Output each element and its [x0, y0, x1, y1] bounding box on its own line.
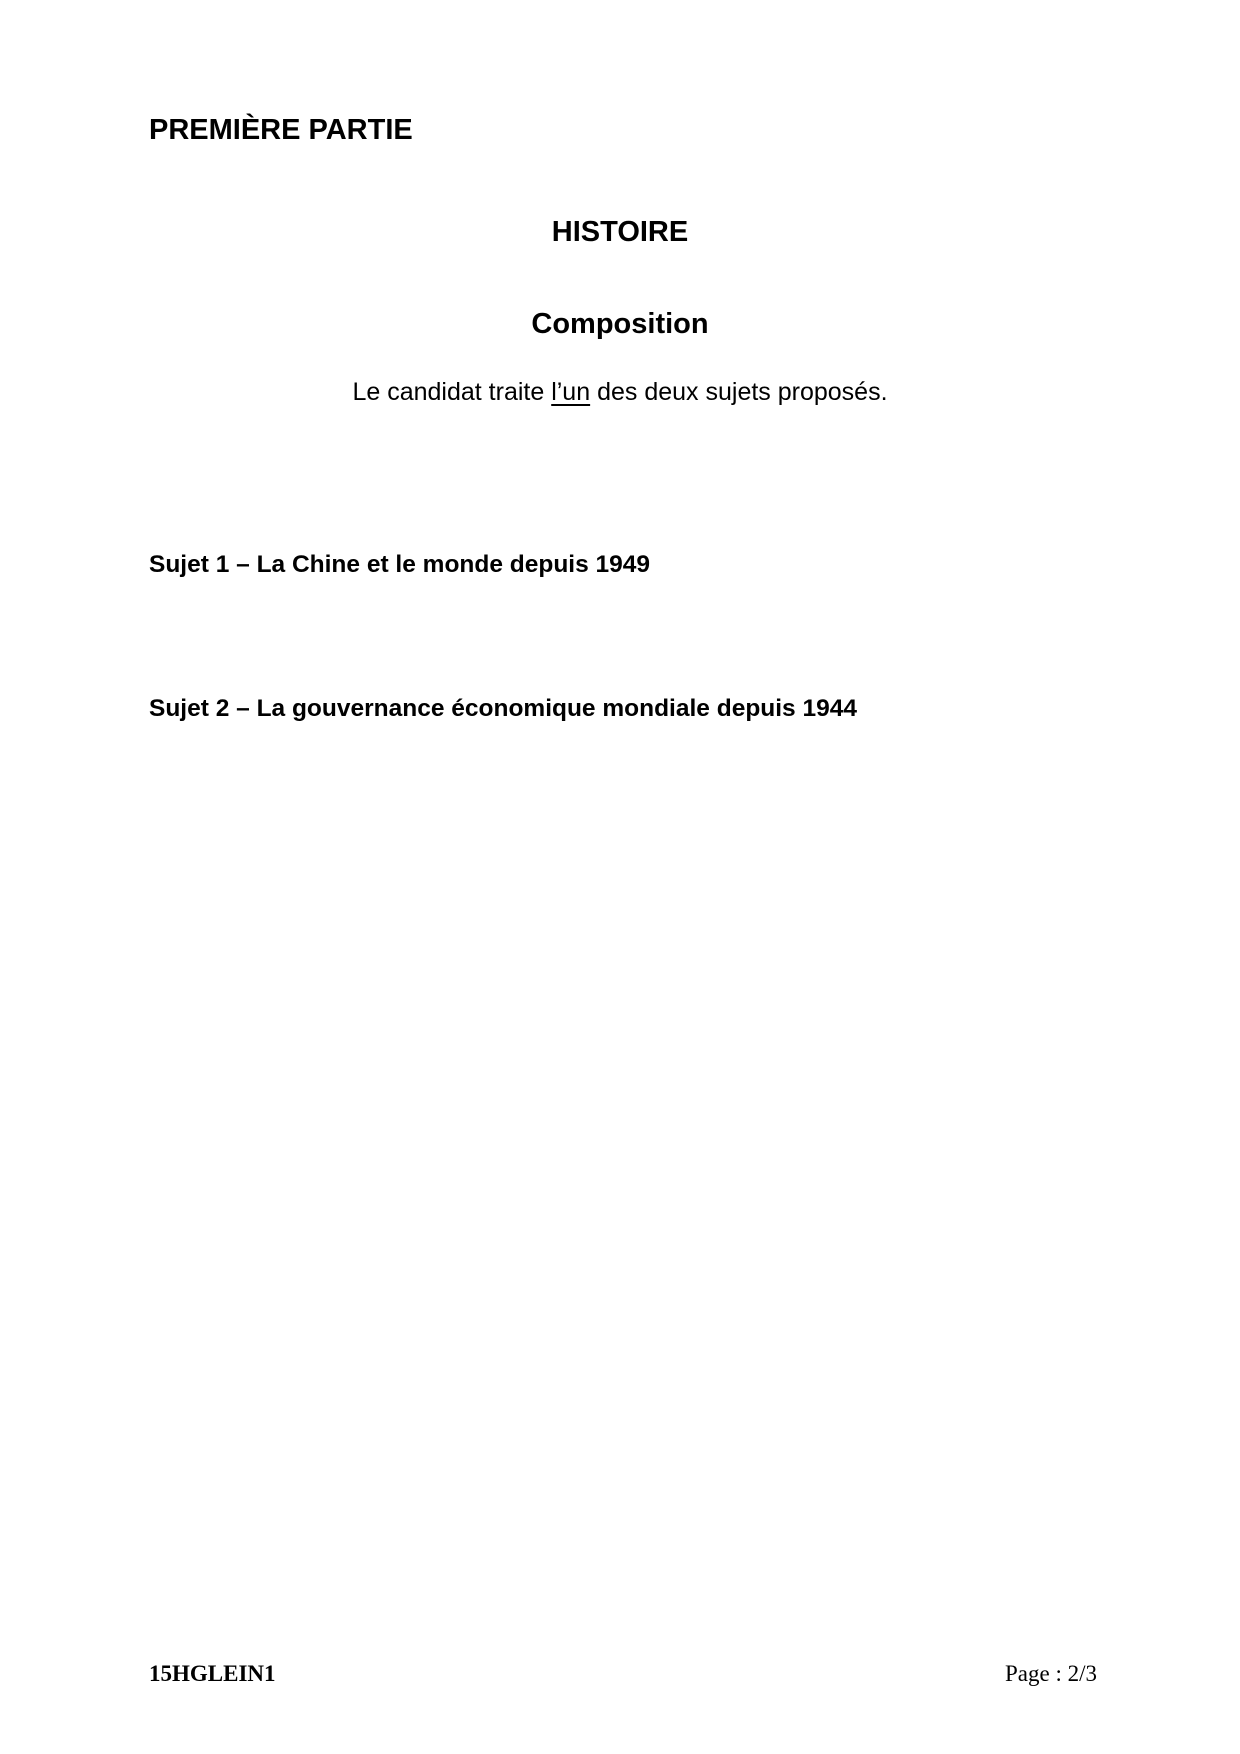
section-heading: HISTOIRE [551, 216, 689, 248]
instruction-text [0, 380, 1240, 405]
part-heading: PREMIÈRE PARTIE [149, 114, 413, 146]
instruction-after: des deux sujets proposés. [590, 378, 888, 406]
instruction-emphasis: l’un [551, 378, 591, 406]
page-number: Page : 2/3 [1005, 1661, 1097, 1686]
subject-1: Sujet 1 – La Chine et le monde depuis 1949 [149, 551, 651, 578]
instruction-before: Le candidat traite [352, 378, 552, 406]
exam-code: 15HGLEIN1 [149, 1661, 276, 1686]
subsection-heading: Composition [531, 308, 709, 340]
subject-2: Sujet 2 – La gouvernance économique mondiale depuis 1944 [149, 695, 857, 722]
